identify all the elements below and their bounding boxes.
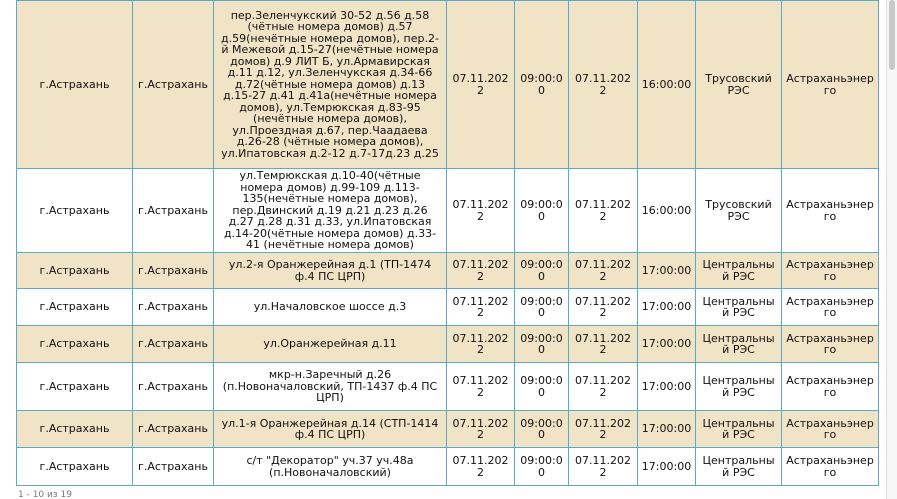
table-row	[17, 1, 879, 169]
outage-table	[16, 0, 879, 486]
res-cell: Трусовский РЭС	[696, 1, 782, 169]
start-time-cell: 09:00:00	[515, 363, 569, 411]
city-cell: г.Астрахань	[133, 169, 214, 253]
region-cell: г.Астрахань	[17, 253, 133, 289]
outage-table-body	[17, 1, 879, 486]
start-time-cell: 09:00:00	[515, 1, 569, 169]
org-cell: Астраханьэнерго	[782, 169, 879, 253]
start-date-cell: 07.11.2022	[447, 289, 515, 326]
end-date-cell: 07.11.2022	[569, 253, 638, 289]
start-date-cell: 07.11.2022	[447, 448, 515, 486]
org-cell: Астраханьэнерго	[782, 363, 879, 411]
end-time-cell: 17:00:00	[638, 411, 696, 448]
end-date-cell: 07.11.2022	[569, 448, 638, 486]
table-row	[17, 363, 879, 411]
table-row	[17, 289, 879, 326]
end-date-cell: 07.11.2022	[569, 363, 638, 411]
end-date-cell: 07.11.2022	[569, 326, 638, 363]
address-cell: мкр-н.Заречный д.26 (п.Новоначаловский, ТП-1437 ф.4 ПС ЦРП)	[214, 363, 447, 411]
end-date-cell: 07.11.2022	[569, 411, 638, 448]
res-cell: Центральный РЭС	[696, 448, 782, 486]
address-cell: с/т "Декоратор" уч.37 уч.48а (п.Новоначаловский)	[214, 448, 447, 486]
city-cell: г.Астрахань	[133, 363, 214, 411]
start-date-cell: 07.11.2022	[447, 363, 515, 411]
org-cell: Астраханьэнерго	[782, 326, 879, 363]
address-cell: ул.1-я Оранжерейная д.14 (СТП-1414 ф.4 ПС ЦРП)	[214, 411, 447, 448]
region-cell: г.Астрахань	[17, 448, 133, 486]
table-row	[17, 169, 879, 253]
start-date-cell: 07.11.2022	[447, 169, 515, 253]
city-cell: г.Астрахань	[133, 253, 214, 289]
vertical-scrollbar[interactable]	[886, 0, 897, 499]
org-cell: Астраханьэнерго	[782, 448, 879, 486]
address-cell: ул.Оранжерейная д.11	[214, 326, 447, 363]
res-cell: Центральный РЭС	[696, 363, 782, 411]
org-cell: Астраханьэнерго	[782, 411, 879, 448]
address-cell: ул.Темрюкская д.10-40(чётные номера домов) д.99-109 д.113-135(нечётные номера домов), пер.Двинский д.19 д.21 д.23 д.26 д.27 д.28 д.31 д.33, ул.Ипатовская д.14-20(чётные номера домов) д.33-41 (нечётные номера домов)	[214, 169, 447, 253]
table-row	[17, 448, 879, 486]
city-cell: г.Астрахань	[133, 1, 214, 169]
end-time-cell: 17:00:00	[638, 289, 696, 326]
city-cell: г.Астрахань	[133, 448, 214, 486]
end-time-cell: 16:00:00	[638, 1, 696, 169]
city-cell: г.Астрахань	[133, 411, 214, 448]
start-date-cell: 07.11.2022	[447, 1, 515, 169]
start-time-cell: 09:00:00	[515, 326, 569, 363]
region-cell: г.Астрахань	[17, 1, 133, 169]
table-row	[17, 326, 879, 363]
end-time-cell: 17:00:00	[638, 448, 696, 486]
start-date-cell: 07.11.2022	[447, 411, 515, 448]
res-cell: Центральный РЭС	[696, 289, 782, 326]
region-cell: г.Астрахань	[17, 326, 133, 363]
start-time-cell: 09:00:00	[515, 289, 569, 326]
city-cell: г.Астрахань	[133, 326, 214, 363]
res-cell: Центральный РЭС	[696, 411, 782, 448]
start-time-cell: 09:00:00	[515, 411, 569, 448]
res-cell: Центральный РЭС	[696, 253, 782, 289]
region-cell: г.Астрахань	[17, 289, 133, 326]
end-time-cell: 16:00:00	[638, 169, 696, 253]
org-cell: Астраханьэнерго	[782, 253, 879, 289]
address-cell: ул.Началовское шоссе д.3	[214, 289, 447, 326]
end-time-cell: 17:00:00	[638, 253, 696, 289]
pagination-info: 1 - 10 из 19	[18, 490, 72, 499]
address-cell: ул.2-я Оранжерейная д.1 (ТП-1474 ф.4 ПС ЦРП)	[214, 253, 447, 289]
start-time-cell: 09:00:00	[515, 169, 569, 253]
table-row	[17, 411, 879, 448]
address-cell: пер.Зеленчукский 30-52 д.56 д.58 (чётные номера домов) д.57 д.59(нечётные номера домов), пер.2-й Межевой д.15-27(нечётные номера домов) д.9 ЛИТ Б, ул.Армавирская д.11 д.12, ул.Зеленчукская д.34-66 д.72(чётные номера домов) д.13 д.15-27 д.41 д.41а(нечётные номера домов), ул.Темрюкская д.83-95 (нечётные номера домов), ул.Проездная д.67, пер.Чаадаева д.26-28 (чётные номера домов), ул.Ипатовская д.2-12 д.7-17д.23 д.25	[214, 1, 447, 169]
end-time-cell: 17:00:00	[638, 326, 696, 363]
end-time-cell: 17:00:00	[638, 363, 696, 411]
start-date-cell: 07.11.2022	[447, 326, 515, 363]
end-date-cell: 07.11.2022	[569, 1, 638, 169]
start-time-cell: 09:00:00	[515, 253, 569, 289]
start-time-cell: 09:00:00	[515, 448, 569, 486]
org-cell: Астраханьэнерго	[782, 1, 879, 169]
end-date-cell: 07.11.2022	[569, 289, 638, 326]
city-cell: г.Астрахань	[133, 289, 214, 326]
start-date-cell: 07.11.2022	[447, 253, 515, 289]
end-date-cell: 07.11.2022	[569, 169, 638, 253]
region-cell: г.Астрахань	[17, 411, 133, 448]
org-cell: Астраханьэнерго	[782, 289, 879, 326]
region-cell: г.Астрахань	[17, 169, 133, 253]
res-cell: Трусовский РЭС	[696, 169, 782, 253]
region-cell: г.Астрахань	[17, 363, 133, 411]
res-cell: Центральный РЭС	[696, 326, 782, 363]
scrollbar-thumb[interactable]	[889, 0, 895, 70]
table-row	[17, 253, 879, 289]
